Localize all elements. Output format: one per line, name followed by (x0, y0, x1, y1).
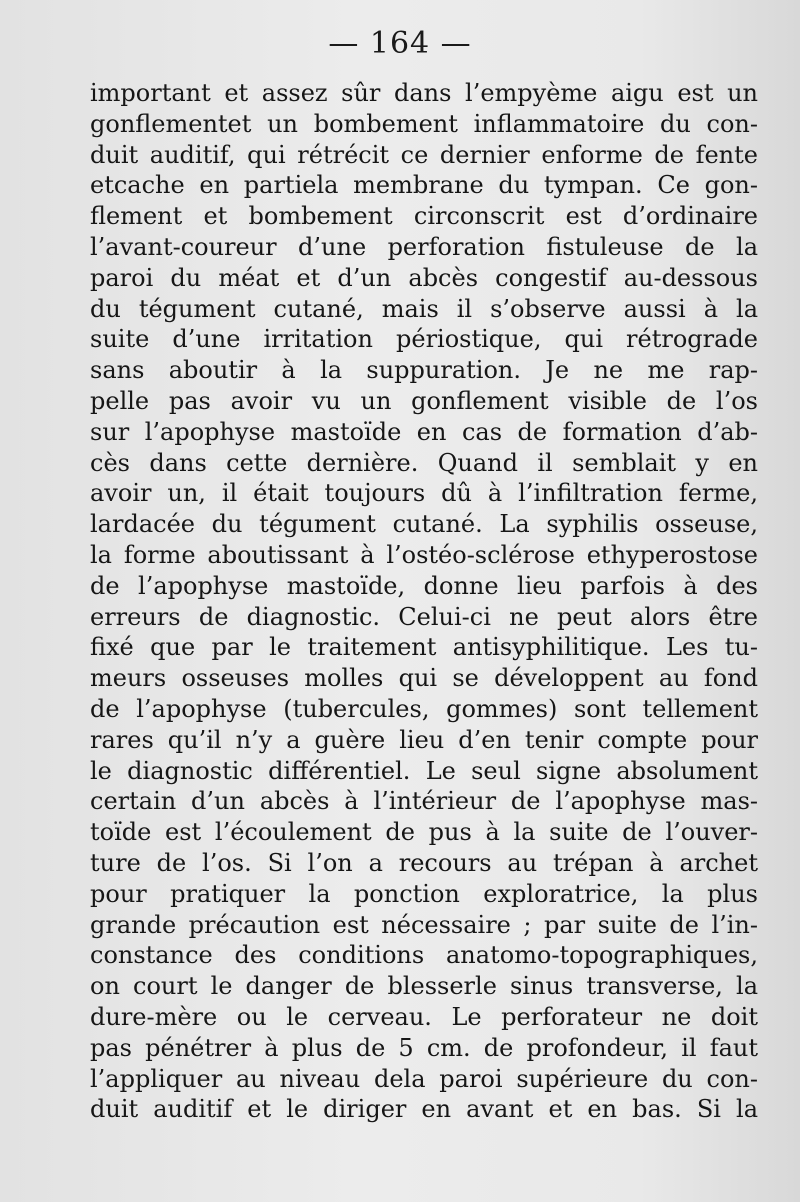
text-line: meurs osseuses molles qui se développent au fond (90, 664, 758, 693)
text-line: pour pratiquer la ponction exploratrice, la plus (90, 879, 758, 908)
text-line: de l’apophyse mastoïde, donne lieu parfois à des (90, 571, 758, 600)
text-line: cès dans cette dernière. Quand il semblait y en (90, 448, 758, 477)
text-line: flement et bombement circonscrit est d’ordinaire (90, 202, 758, 231)
text-line: l’avant-coureur d’une perforation fistuleuse de la (90, 232, 758, 261)
page-number: — 164 — (328, 26, 472, 61)
text-line: sur l’apophyse mastoïde en cas de formation d’ab- (90, 417, 758, 446)
text-line: etcache en partiela membrane du tympan. Ce gon- (90, 171, 758, 200)
text-line: sans aboutir à la suppuration. Je ne me rap- (90, 356, 758, 385)
text-line: rares qu’il n’y a guère lieu d’en tenir compte pour (90, 725, 758, 754)
text-line: paroi du méat et d’un abcès congestif au-dessous (90, 263, 758, 292)
text-line: constance des conditions anatomo-topographiques, (90, 941, 758, 970)
text-line: important et assez sûr dans l’empyème aigu est un (90, 79, 758, 107)
text-line: lardacée du tégument cutané. La syphilis osseuse, (90, 510, 758, 539)
text-line: duit auditif, qui rétrécit ce dernier enforme de fente (90, 140, 758, 169)
text-line: le diagnostic différentiel. Le seul signe absolument (90, 756, 758, 785)
text-line: pelle pas avoir vu un gonflement visible de l’os (90, 386, 758, 415)
text-line: toïde est l’écoulement de pus à la suite de l’ouver- (90, 818, 758, 847)
text-line: pas pénétrer à plus de 5 cm. de profondeur, il faut (90, 1033, 758, 1062)
text-line: l’appliquer au niveau dela paroi supérieure du con- (90, 1064, 758, 1093)
text-line: dure-mère ou le cerveau. Le perforateur ne doit (90, 1002, 758, 1031)
text-line: de l’apophyse (tubercules, gommes) sont tellement (90, 694, 758, 723)
text-line: on court le danger de blesserle sinus transverse, la (90, 972, 758, 1001)
text-line: gonflementet un bombement inflammatoire du con- (90, 109, 758, 138)
text-line: suite d’une irritation périostique, qui rétrograde (90, 325, 758, 354)
text-line: duit auditif et le diriger en avant et en bas. Si la (90, 1095, 758, 1124)
text-line: ture de l’os. Si l’on a recours au trépan à archet (90, 848, 758, 877)
body-text (90, 78, 758, 1125)
text-line: du tégument cutané, mais il s’observe aussi à la (90, 294, 758, 323)
text-line: certain d’un abcès à l’intérieur de l’apophyse mas- (90, 787, 758, 816)
text-line: avoir un, il était toujours dû à l’infiltration ferme, (90, 479, 758, 508)
text-line: fixé que par le traitement antisyphilitique. Les tu- (90, 633, 758, 662)
text-line: la forme aboutissant à l’ostéo-sclérose ethyperostose (90, 540, 758, 569)
text-line: erreurs de diagnostic. Celui-ci ne peut alors être (90, 602, 758, 631)
text-line: grande précaution est nécessaire ; par suite de l’in- (90, 910, 758, 939)
